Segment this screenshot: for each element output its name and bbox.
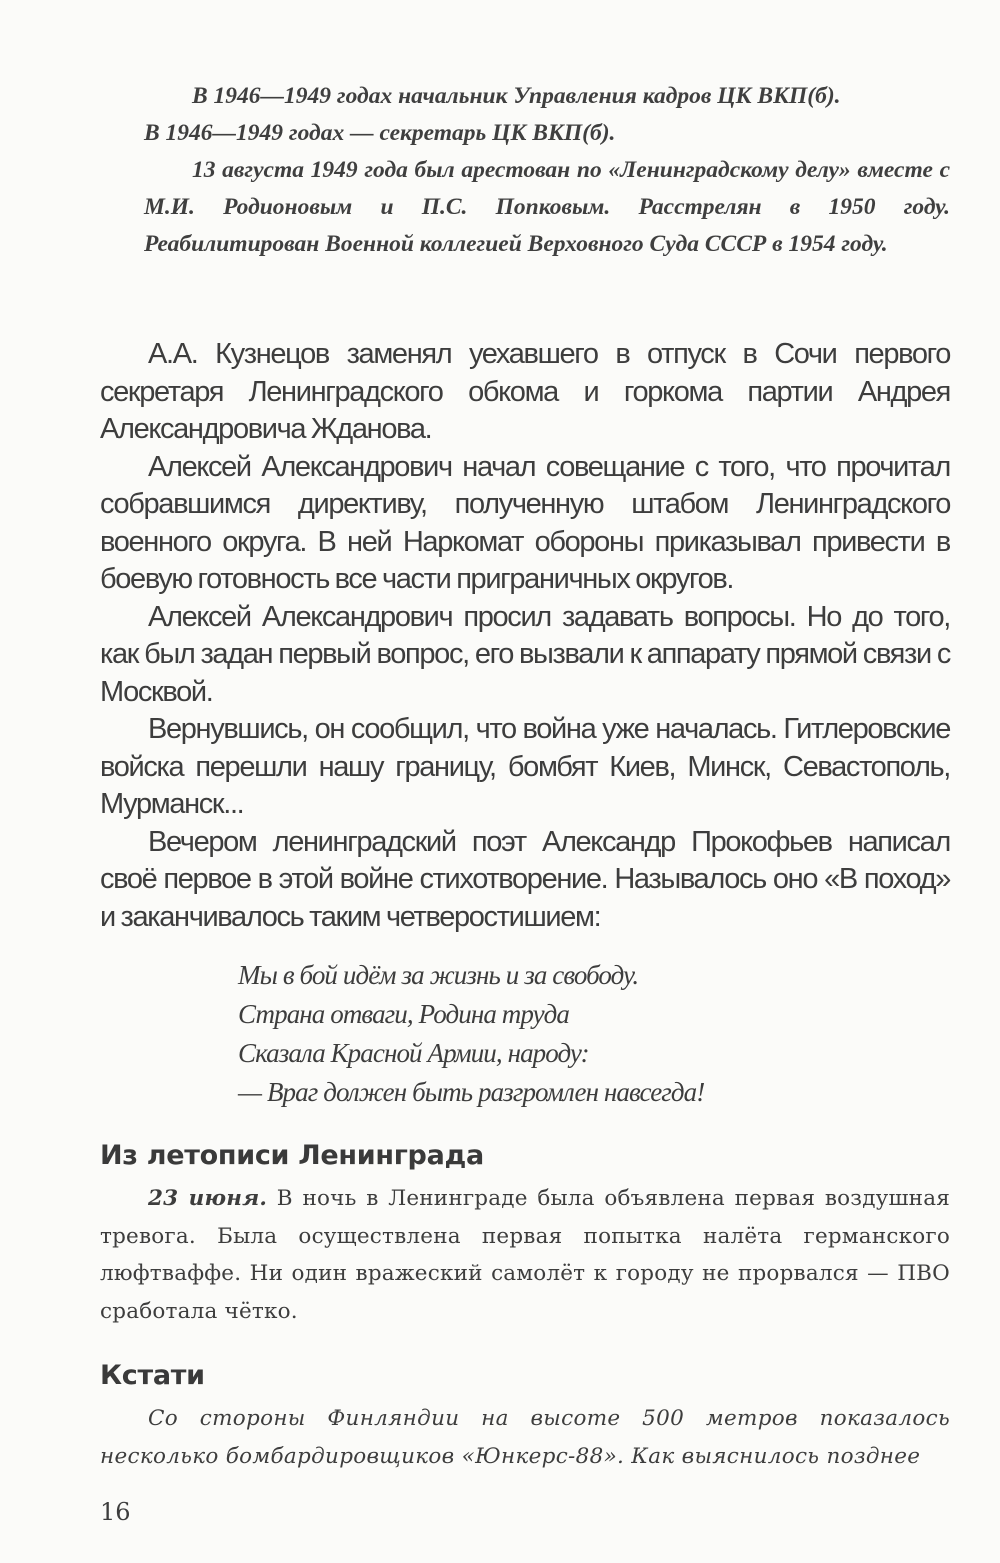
chronicle-text: В ночь в Ленинграде была объявлена первая воздушная тревога. Была осуществлена первая попытка налёта германского люфтваффе. Ни один вражеский самолёт к городу не прорвался — ПВО сработала чётко. [100, 1186, 950, 1324]
poem-line: Мы в бой идём за жизнь и за свободу. [238, 960, 639, 990]
poem-line: — Враг должен быть разгромлен навсегда! [238, 1077, 705, 1107]
bio-paragraph: 13 августа 1949 года был арестован по «Ленинградскому делу» вместе с М.И. Родионовым и П.С. Попковым. Расстрелян в 1950 году. Реабилитирован Военной коллегией Верховного Суда СССР в 1954 году. [144, 157, 950, 257]
paragraph: Вечером ленинградский поэт Александр Прокофьев написал своё первое в этой войне стихотворение. Называлось оно «В поход» и заканчивалось таким четверостишием: [100, 825, 950, 933]
paragraph: Вернувшись, он сообщил, что война уже началась. Гитлеровские войска перешли нашу границу, бомбят Киев, Минск, Севастополь, Мурманск... [100, 713, 950, 820]
bio-line-1: В 1946—1949 годах начальник Управления кадров ЦК ВКП(б). [192, 83, 841, 109]
paragraph: Алексей Александрович начал совещание с того, что прочитал собравшимся директиву, полученную штабом Ленинградского военного округа. В ней Наркомат обороны приказывал привести в боевую готовность все части приграничных округов. [100, 450, 950, 595]
kstati-heading: Кстати [100, 1360, 205, 1391]
page-number: 16 [100, 1498, 131, 1526]
chronicle-heading: Из летописи Ленинграда [100, 1140, 484, 1171]
main-text [100, 336, 950, 936]
kstati-note [100, 1400, 950, 1475]
poem-line: Страна отваги, Родина труда [238, 999, 569, 1029]
poem-quatrain [238, 956, 878, 1112]
biography-note [144, 78, 950, 263]
paragraph: А.А. Кузнецов заменял уехавшего в отпуск в Сочи первого секретаря Ленинградского обкома и горкома партии Андрея Александровича Жданова. [100, 338, 950, 445]
chronicle-paragraph [100, 1180, 950, 1330]
poem-line: Сказала Красной Армии, народу: [238, 1038, 589, 1068]
chronicle-date: 23 июня. [148, 1186, 268, 1211]
paragraph: Алексей Александрович просил задавать вопросы. Но до того, как был задан первый вопрос, его вызвали к аппарату прямой связи с Москвой. [100, 600, 950, 708]
chronicle-entry [100, 1180, 950, 1330]
bio-line-2: В 1946—1949 годах — секретарь ЦК ВКП(б). [144, 120, 616, 146]
kstati-paragraph: Со стороны Финляндии на высоте 500 метров показалось несколько бомбардировщиков «Юнкерс-88». Как выяснилось позднее [100, 1406, 950, 1469]
